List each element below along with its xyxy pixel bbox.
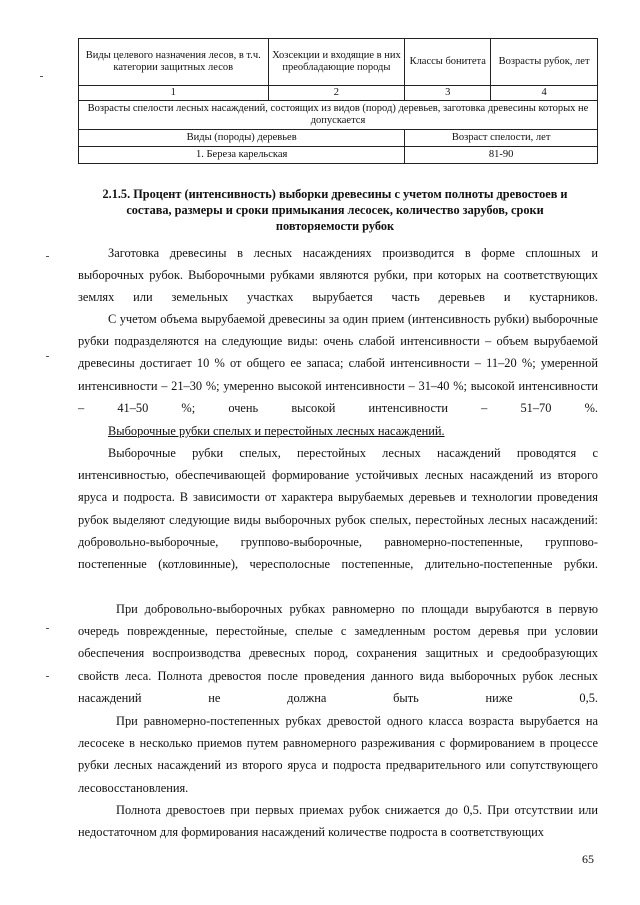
table-header-cell: Хозсекции и входящие в них преобладающие породы (268, 39, 405, 86)
table-number-cell: 2 (268, 86, 405, 101)
table-subheader-cell: Виды (породы) деревьев (79, 130, 405, 147)
scan-artifact (46, 356, 49, 357)
table-row (79, 147, 598, 164)
subheading-text: Выборочные рубки спелых и перестойных лесных насаждений. (108, 424, 445, 438)
table-number-cell: 1 (79, 86, 269, 101)
paragraph: С учетом объема вырубаемой древесины за один прием (интенсивность рубки) выборочные рубки подразделяются на следующие виды: очень слабой интенсивности – объем вырубаемой древесины достигает 10 % от общего ее запаса; слабой интенсивности – 11–20 %; умеренной интенсивности – 21–30 %; умеренно высокой интенсивности – 31–40 %; высокой интенсивности – 41–50 %; очень высокой интенсивности – 51–70 %. (78, 312, 598, 415)
paragraph: При добровольно-выборочных рубках равномерно по площади вырубаются в первую очередь поврежденные, перестойные, спелые с замедленным ростом деревья при условии обеспечения воспроизводства древесных пород, сохранения защитных и средообразующих свойств леса. Полнота древостоя после проведения данного вида выборочных рубок лесных насаждений не должна быть ниже 0,5. (78, 602, 598, 705)
table-cell-species: 1. Береза карельская (79, 147, 405, 164)
table-header-row (79, 39, 598, 86)
table-subheader-cell: Возраст спелости, лет (405, 130, 598, 147)
paragraph: Полнота древостоев при первых приемах рубок снижается до 0,5. При отсутствии или недостаточном для формирования насаждений количестве подроста в соответствующих (78, 803, 598, 840)
page-number: 65 (582, 852, 594, 866)
table-number-cell: 3 (405, 86, 491, 101)
paragraph: При равномерно-постепенных рубках древостой одного класса возраста вырубается на лесосеке в несколько приемов путем равномерного разреживания с формированием в процессе рубки лесных насаждений из второго яруса и подроста предварительного или сопутствующего лесовосстановления. (78, 714, 598, 795)
scan-artifact (46, 256, 49, 257)
table-span-cell: Возрасты спелости лесных насаждений, состоящих из видов (пород) деревьев, заготовка древесины которых не допускается (79, 101, 598, 130)
scan-artifact (40, 76, 43, 77)
table-number-cell: 4 (491, 86, 598, 101)
table-span-row (79, 101, 598, 130)
section-heading: 2.1.5. Процент (интенсивность) выборки древесины с учетом полноты древостоев и состава, размеры и сроки примыкания лесосек, количество зарубов, сроки повторяемости рубок (102, 187, 568, 233)
table-header-cell: Классы бонитета (405, 39, 491, 86)
scan-artifact (46, 628, 49, 629)
table-header-cell: Возрасты рубок, лет (491, 39, 598, 86)
table-number-row (79, 86, 598, 101)
cutting-age-table (78, 38, 598, 164)
table-subheader-row (79, 130, 598, 147)
table-cell-age: 81-90 (405, 147, 598, 164)
table-header-cell: Виды целевого назначения лесов, в т.ч. категории защитных лесов (79, 39, 269, 86)
scan-artifact (46, 676, 49, 677)
paragraph: Выборочные рубки спелых, перестойных лесных насаждений проводятся с интенсивностью, обеспечивающей формирование устойчивых лесных насаждений из второго яруса и подроста. В зависимости от характера вырубаемых деревьев и технологии проведения рубок выделяют следующие виды выборочных рубок спелых, перестойных лесных насаждений: добровольно-выборочные, группово-выборочные, равномерно-постепенные, группово-постепенные (котловинные), чересполосные постепенные, длительно-постепенные рубки. (78, 446, 598, 572)
paragraph: Заготовка древесины в лесных насаждениях производится в форме сплошных и выборочных рубок. Выборочными рубками являются рубки, при которых на соответствующих землях или земельных участках вырубается часть деревьев и кустарников. (78, 246, 598, 305)
subheading-underlined (78, 420, 598, 442)
